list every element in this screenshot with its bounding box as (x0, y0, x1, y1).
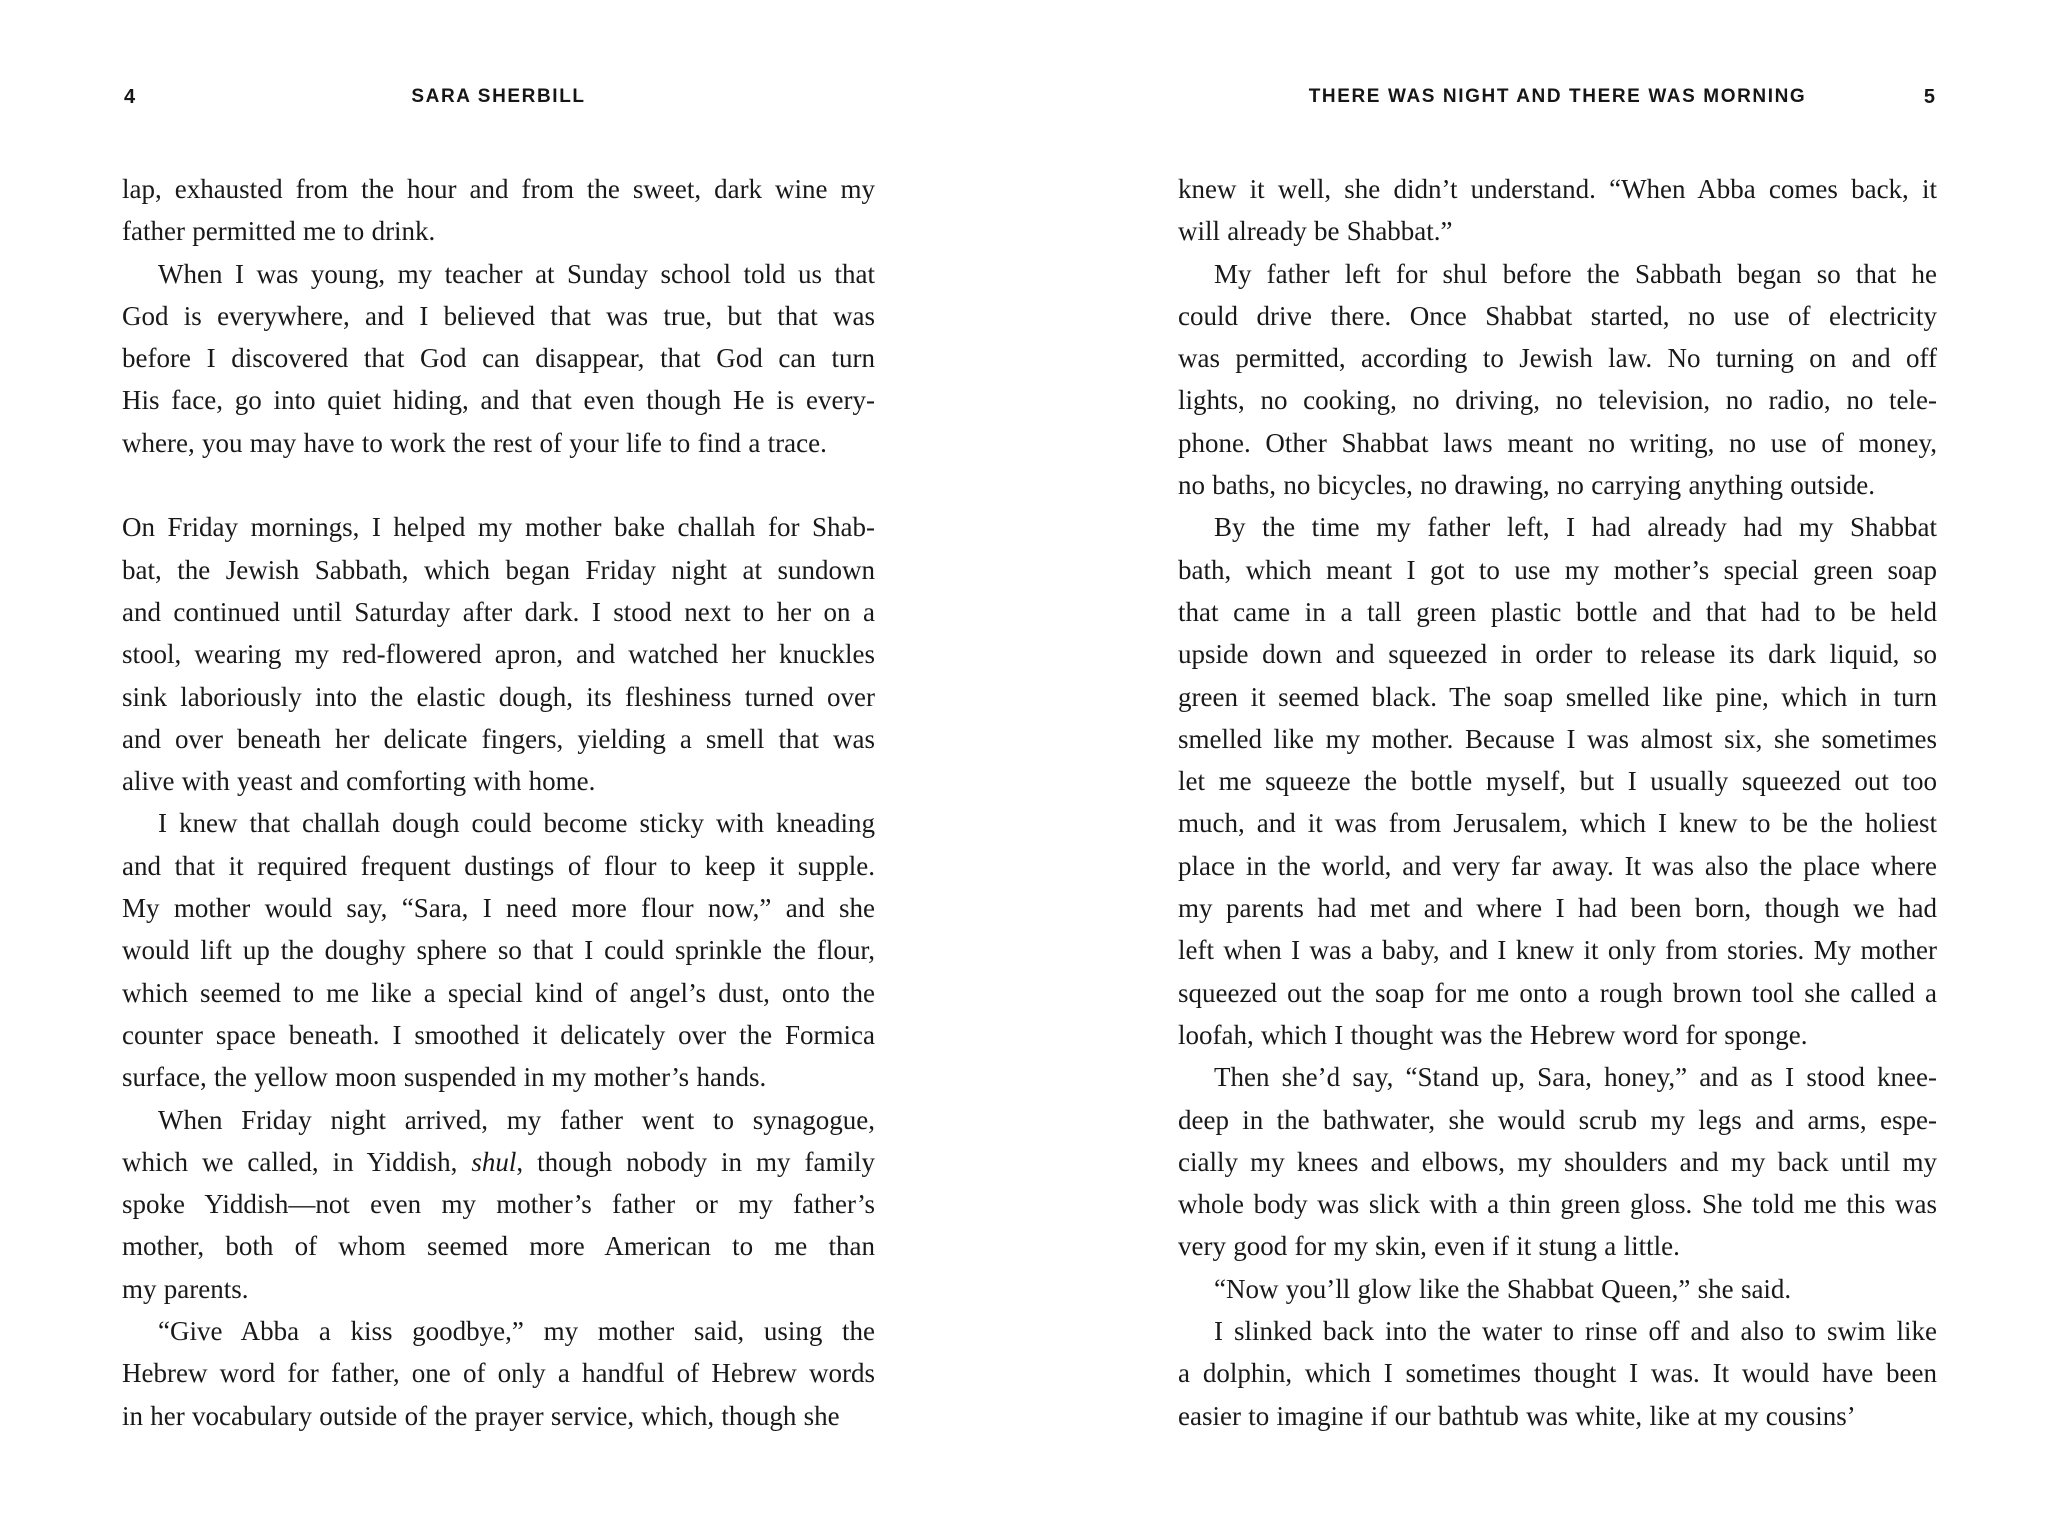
page-left (122, 0, 875, 1536)
text-line: father permitted me to drink. (122, 216, 436, 247)
text-line: that came in a tall green plastic bottle and that had to be held (1178, 596, 1937, 627)
text-line: When Friday night arrived, my father went to synagogue, (158, 1104, 875, 1135)
text-line: would lift up the doughy sphere so that I could sprinkle the flour, (122, 935, 875, 966)
text-line: where, you may have to work the rest of your life to find a trace. (122, 427, 827, 458)
text-line: loofah, which I thought was the Hebrew word for sponge. (1178, 1019, 1808, 1050)
text-line: squeezed out the soap for me onto a rough brown tool she called a (1178, 977, 1937, 1008)
text-line: before I discovered that God can disappear, that God can turn (122, 343, 875, 374)
paragraph (1178, 506, 1937, 1056)
running-head-right (1178, 86, 1937, 114)
text-line: was permitted, according to Jewish law. No turning on and off (1178, 343, 1937, 374)
text-line: Then she’d say, “Stand up, Sara, honey,” and as I stood knee- (1214, 1062, 1937, 1093)
page-right (1178, 0, 1937, 1536)
text-line: no baths, no bicycles, no drawing, no carrying anything outside. (1178, 470, 1875, 501)
plain-text: , though nobody in my family (516, 1146, 875, 1177)
text-line: will already be Shabbat.” (1178, 216, 1453, 247)
text-line: My mother would say, “Sara, I need more flour now,” and she (122, 893, 875, 924)
paragraph (122, 1310, 875, 1437)
text-line: stool, wearing my red-flowered apron, and watched her knuckles (122, 639, 875, 670)
running-head-left (122, 86, 875, 114)
text-line: my parents had met and where I had been born, though we had (1178, 893, 1937, 924)
paragraph (122, 802, 875, 1098)
text-line: which seemed to me like a special kind of angel’s dust, onto the (122, 977, 875, 1008)
text-line: I knew that challah dough could become sticky with kneading (158, 808, 875, 839)
paragraph (122, 506, 875, 802)
text-line: spoke Yiddish—not even my mother’s father or my father’s (122, 1189, 875, 1220)
text-line: and continued until Saturday after dark. I stood next to her on a (122, 596, 875, 627)
text-line: could drive there. Once Shabbat started, no use of electricity (1178, 300, 1937, 331)
text-line: let me squeeze the bottle myself, but I usually squeezed out too (1178, 766, 1937, 797)
page-left-text (122, 168, 875, 1437)
text-line: cially my knees and elbows, my shoulders and my back until my (1178, 1146, 1937, 1177)
text-line: left when I was a baby, and I knew it only from stories. My mother (1178, 935, 1937, 966)
plain-text: which we called, in Yiddish, (122, 1146, 472, 1177)
text-line: His face, go into quiet hiding, and that even though He is every- (122, 385, 875, 416)
text-line: green it seemed black. The soap smelled like pine, which in turn (1178, 681, 1937, 712)
text-line: surface, the yellow moon suspended in my mother’s hands. (122, 1062, 767, 1093)
text-line: counter space beneath. I smoothed it delicately over the Formica (122, 1019, 875, 1050)
text-line: bat, the Jewish Sabbath, which began Friday night at sundown (122, 554, 875, 585)
text-line: whole body was slick with a thin green gloss. She told me this was (1178, 1189, 1937, 1220)
text-line: God is everywhere, and I believed that was true, but that was (122, 300, 875, 331)
paragraph (1178, 1310, 1937, 1437)
text-line: When I was young, my teacher at Sunday school told us that (158, 258, 875, 289)
text-line: and over beneath her delicate fingers, yielding a smell that was (122, 723, 875, 754)
text-line: “Give Abba a kiss goodbye,” my mother said, using the (158, 1316, 875, 1347)
text-line: my parents. (122, 1273, 249, 1304)
italic-text: shul (471, 1146, 517, 1177)
page-right-text (1178, 168, 1937, 1437)
text-line: in her vocabulary outside of the prayer service, which, though she (122, 1400, 840, 1431)
text-line: I slinked back into the water to rinse off and also to swim like (1214, 1316, 1937, 1347)
text-line: By the time my father left, I had already had my Shabbat (1214, 512, 1937, 543)
text-line: upside down and squeezed in order to release its dark liquid, so (1178, 639, 1937, 670)
text-line: Hebrew word for father, one of only a handful of Hebrew words (122, 1358, 875, 1389)
paragraph (1178, 1268, 1937, 1310)
running-head-title: THERE WAS NIGHT AND THERE WAS MORNING (1308, 86, 1807, 107)
text-line: bath, which meant I got to use my mother’s special green soap (1178, 554, 1937, 585)
paragraph (1178, 253, 1937, 507)
text-line: easier to imagine if our bathtub was white, like at my cousins’ (1178, 1400, 1856, 1431)
text-line: smelled like my mother. Because I was almost six, she sometimes (1178, 723, 1937, 754)
text-line: alive with yeast and comforting with home. (122, 766, 596, 797)
text-line: much, and it was from Jerusalem, which I knew to be the holiest (1178, 808, 1937, 839)
running-head-author: SARA SHERBILL (411, 86, 586, 107)
text-line: place in the world, and very far away. It was also the place where (1178, 850, 1937, 881)
paragraph (122, 253, 875, 464)
paragraph (1178, 168, 1937, 253)
text-line: and that it required frequent dustings of flour to keep it supple. (122, 850, 875, 881)
text-line: lights, no cooking, no driving, no television, no radio, no tele- (1178, 385, 1937, 416)
text-line: phone. Other Shabbat laws meant no writing, no use of money, (1178, 427, 1937, 458)
text-line: a dolphin, which I sometimes thought I was. It would have been (1178, 1358, 1937, 1389)
page-number-right: 5 (1923, 86, 1935, 108)
text-line: deep in the bathwater, she would scrub my legs and arms, espe- (1178, 1104, 1937, 1135)
text-line: My father left for shul before the Sabbath began so that he (1214, 258, 1937, 289)
text-line (122, 1141, 875, 1183)
text-line: sink laboriously into the elastic dough, its fleshiness turned over (122, 681, 875, 712)
text-line: On Friday mornings, I helped my mother bake challah for Shab- (122, 512, 875, 543)
text-line: very good for my skin, even if it stung a little. (1178, 1231, 1680, 1262)
text-line: lap, exhausted from the hour and from the sweet, dark wine my (122, 174, 875, 204)
page-number-left: 4 (124, 86, 136, 108)
text-line: mother, both of whom seemed more American to me than (122, 1231, 875, 1262)
text-line: “Now you’ll glow like the Shabbat Queen,” she said. (1214, 1273, 1792, 1304)
paragraph (122, 1099, 875, 1310)
text-line: knew it well, she didn’t understand. “When Abba comes back, it (1178, 174, 1937, 204)
paragraph (1178, 1056, 1937, 1267)
paragraph (122, 168, 875, 253)
